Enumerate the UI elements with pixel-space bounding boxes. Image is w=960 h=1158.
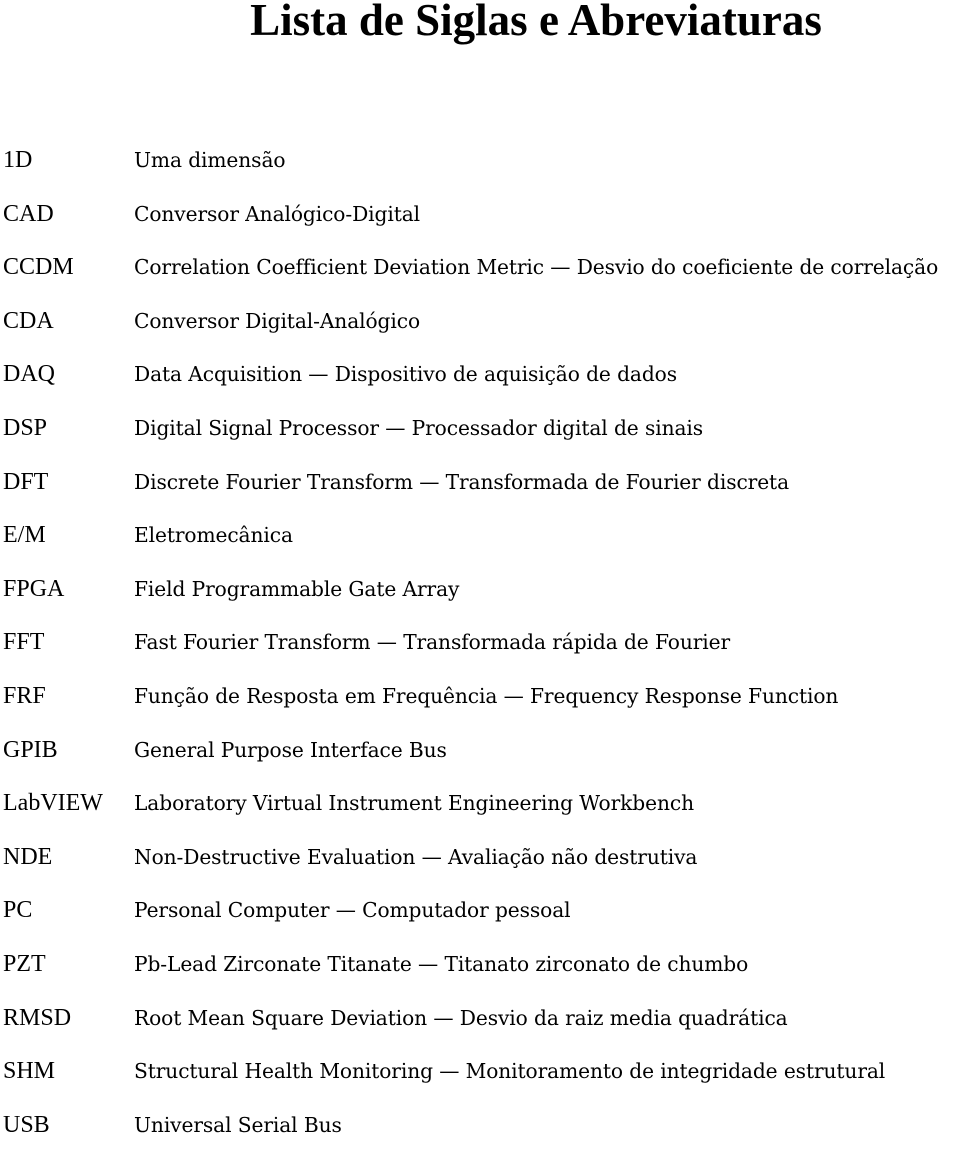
abbreviation-meaning: Eletromecânica [134,523,293,548]
abbreviation-term: DAQ [3,361,55,388]
abbreviation-meaning: Correlation Coefficient Deviation Metric — Desvio do coeficiente de correlação [134,255,939,280]
abbreviation-term: GPIB [3,736,58,763]
abbreviation-meaning: General Purpose Interface Bus [134,737,447,762]
abbreviation-term: FRF [3,682,46,709]
abbreviation-row [0,944,960,998]
abbreviation-meaning: Discrete Fourier Transform — Transformada de Fourier discreta [134,469,790,494]
abbreviation-term: DSP [3,414,48,441]
abbreviation-row [0,569,960,623]
abbreviation-term: USB [3,1111,50,1138]
abbreviation-row [0,140,960,194]
abbreviation-term: FFT [3,629,45,656]
abbreviation-meaning: Laboratory Virtual Instrument Engineering Workbench [134,791,694,816]
abbreviation-meaning: Uma dimensão [134,148,286,172]
abbreviation-row [0,194,960,248]
abbreviation-term: LabVIEW [3,790,103,817]
abbreviation-meaning: Digital Signal Processor — Processador digital de sinais [134,415,704,440]
abbreviation-meaning: Field Programmable Gate Array [134,576,460,601]
abbreviation-term: 1D [3,147,33,173]
abbreviation-term: CCDM [3,254,74,281]
abbreviation-row [0,622,960,676]
abbreviation-row [0,354,960,408]
abbreviation-row [0,998,960,1052]
abbreviation-term: PC [3,897,33,924]
abbreviation-term: E/M [3,522,46,549]
abbreviation-term: DFT [3,468,49,495]
abbreviation-row [0,676,960,730]
abbreviation-row [0,837,960,891]
abbreviation-row [0,247,960,301]
abbreviation-term: NDE [3,843,53,870]
abbreviation-list [0,140,960,1158]
abbreviation-meaning: Data Acquisition — Dispositivo de aquisição de dados [134,362,677,387]
abbreviation-meaning: Conversor Digital-Analógico [134,308,420,333]
abbreviation-row [0,462,960,516]
abbreviation-meaning: Root Mean Square Deviation — Desvio da raiz media quadrática [134,1005,788,1030]
abbreviation-row [0,1051,960,1105]
abbreviation-meaning: Structural Health Monitoring — Monitoramento de integridade estrutural [134,1059,886,1084]
abbreviation-row [0,783,960,837]
abbreviation-term: CDA [3,307,54,334]
page-title: Lista de Siglas e Abreviaturas [250,0,822,45]
abbreviation-meaning: Fast Fourier Transform — Transformada rápida de Fourier [134,630,731,655]
abbreviation-meaning: Pb-Lead Zirconate Titanate — Titanato zirconato de chumbo [134,951,749,976]
abbreviation-row [0,515,960,569]
abbreviation-row [0,890,960,944]
abbreviation-term: CAD [3,200,54,227]
abbreviation-meaning: Non-Destructive Evaluation — Avaliação não destrutiva [134,844,698,869]
abbreviation-row [0,408,960,462]
abbreviation-term: SHM [3,1058,56,1085]
abbreviation-row [0,730,960,784]
abbreviation-term: FPGA [3,575,65,602]
abbreviation-meaning: Conversor Analógico-Digital [134,201,420,226]
abbreviation-term: RMSD [3,1004,72,1031]
abbreviation-term: PZT [3,950,46,977]
abbreviation-row [0,301,960,355]
abbreviation-meaning: Personal Computer — Computador pessoal [134,898,571,923]
abbreviation-row [0,1105,960,1158]
abbreviation-meaning: Universal Serial Bus [134,1112,342,1137]
abbreviation-meaning: Função de Resposta em Frequência — Frequency Response Function [134,683,839,708]
